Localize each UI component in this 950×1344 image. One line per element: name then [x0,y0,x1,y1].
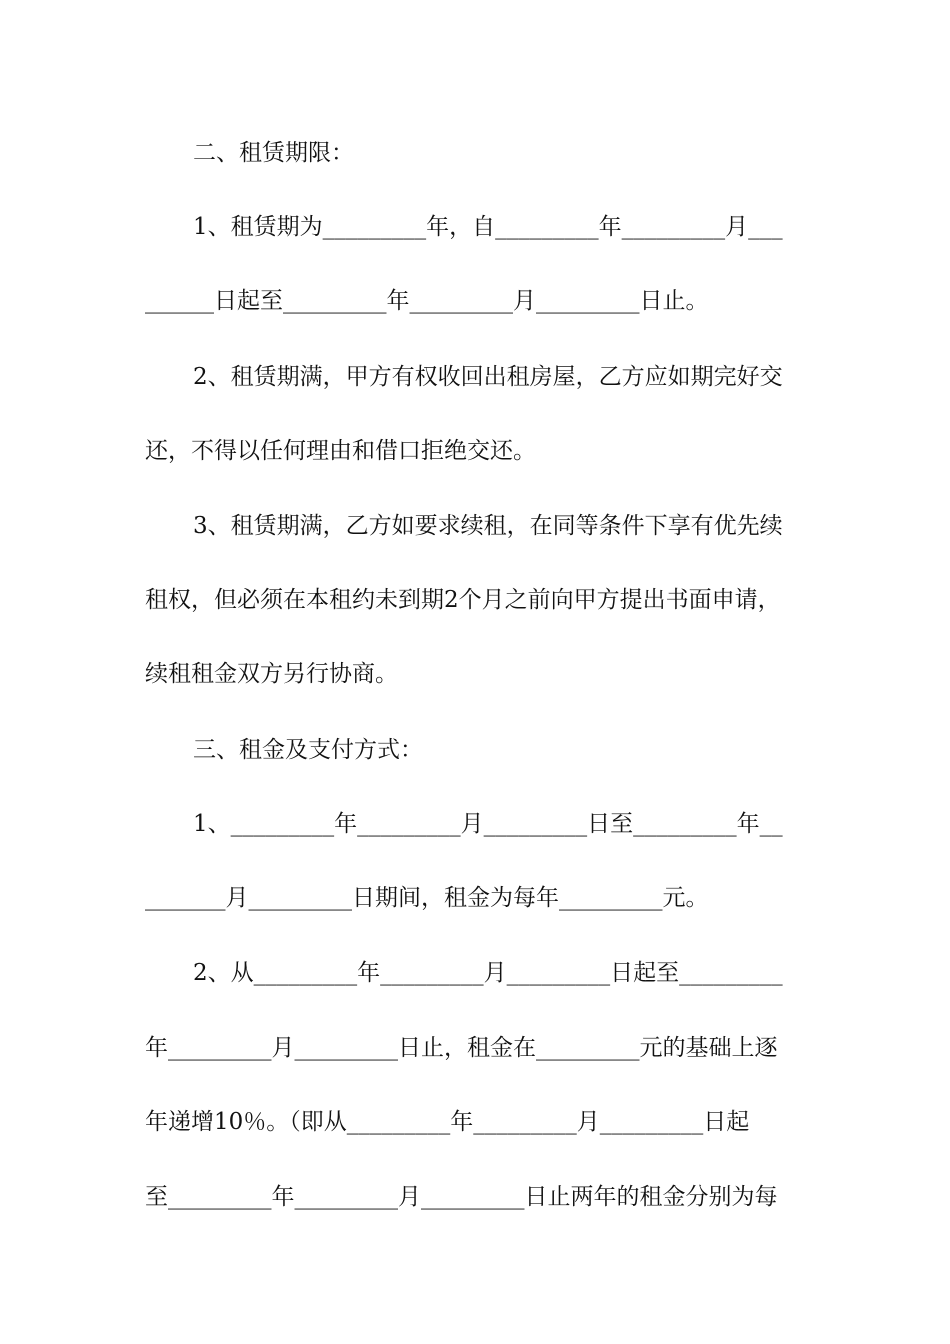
paragraph-line: 1、租赁期为_________年，自_________年_________月___ [193,214,783,240]
paragraph-line: 2、从_________年_________月_________日起至_________ [193,960,783,986]
paragraph-line: 至_________年_________月_________日止两年的租金分别为每 [145,1184,778,1210]
paragraph-line: 租权，但必须在本租约未到期2个月之前向甲方提出书面申请， [145,587,781,613]
section-heading-lease-term: 二、租赁期限： [193,140,354,166]
paragraph-line: _______月_________日期间，租金为每年_________元。 [145,885,709,911]
paragraph-line: 续租租金双方另行协商。 [145,661,398,687]
paragraph-line: 1、_________年_________月_________日至_________年__ [193,811,783,837]
paragraph-line: ______日起至_________年_________月_________日止。 [145,288,709,314]
paragraph-line: 还，不得以任何理由和借口拒绝交还。 [145,438,536,464]
paragraph-line: 年_________月_________日止，租金在_________元的基础上逐 [145,1035,778,1061]
paragraph-line: 3、租赁期满，乙方如要求续租，在同等条件下享有优先续 [193,513,783,539]
paragraph-line: 2、租赁期满，甲方有权收回出租房屋，乙方应如期完好交 [193,364,783,390]
paragraph-line: 年递增10％。（即从_________年_________月_________日起 [145,1109,750,1135]
section-heading-rent-payment: 三、租金及支付方式： [193,737,423,763]
